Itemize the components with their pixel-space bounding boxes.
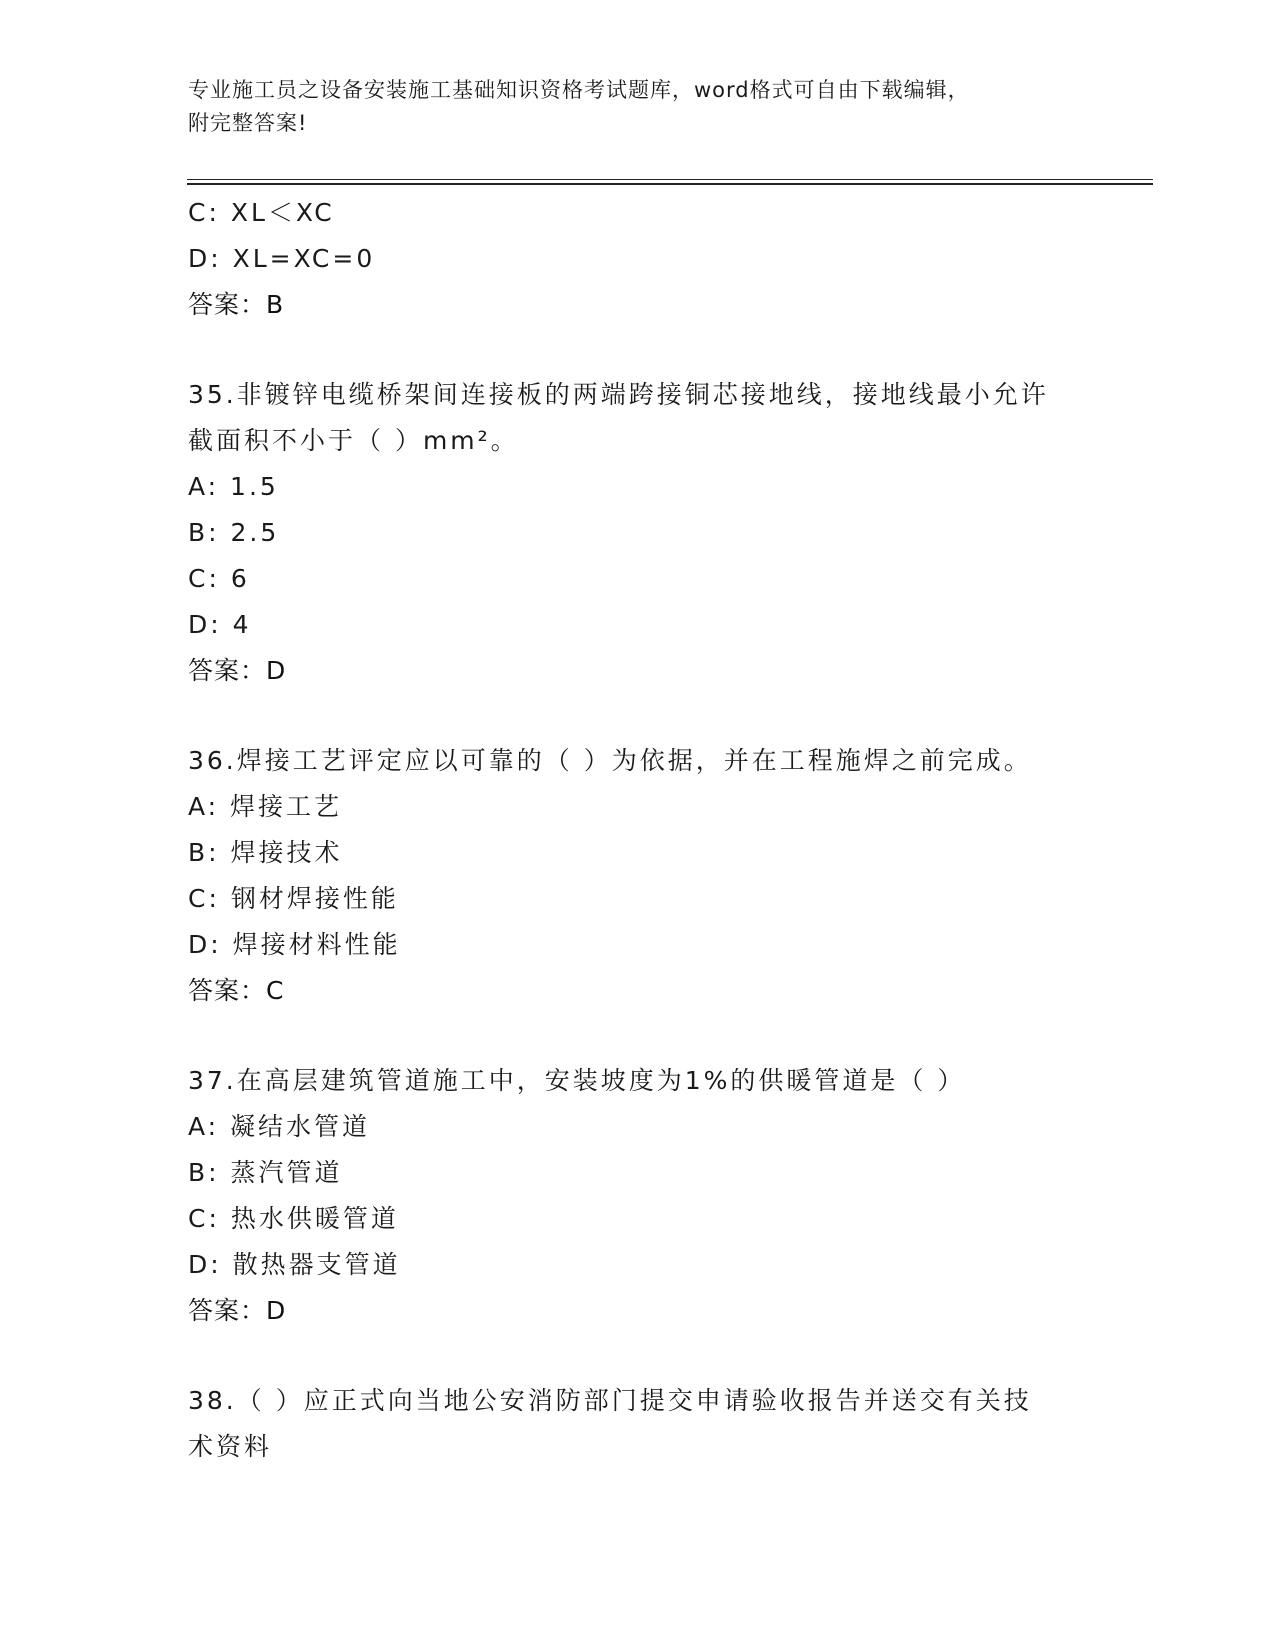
option-c: C: 钢材焊接性能 xyxy=(188,884,399,913)
question-stem: 37.在高层建筑管道施工中，安装坡度为1%的供暖管道是（ ） xyxy=(188,1066,966,1095)
question-block-34 xyxy=(188,190,1088,328)
question-block-38 xyxy=(188,1378,1088,1470)
question-stem: 36.焊接工艺评定应以可靠的（ ）为依据，并在工程施焊之前完成。 xyxy=(188,746,1032,775)
option-d: D: 4 xyxy=(188,610,252,639)
option-a: A: 焊接工艺 xyxy=(188,792,343,821)
header-title-line-1: 专业施工员之设备安装施工基础知识资格考试题库，word格式可自由下载编辑， xyxy=(188,78,970,102)
question-block-37 xyxy=(188,1058,1088,1334)
question-block-35 xyxy=(188,372,1088,694)
answer-text: 答案：B xyxy=(188,290,285,319)
option-b: B: 2.5 xyxy=(188,518,280,547)
option-c: C: 6 xyxy=(188,564,250,593)
question-block-36 xyxy=(188,738,1088,1014)
answer-text: 答案：C xyxy=(188,976,285,1005)
option-a: A: 凝结水管道 xyxy=(188,1112,371,1141)
question-stem: 35.非镀锌电缆桥架间连接板的两端跨接铜芯接地线，接地线最小允许 xyxy=(188,380,1049,409)
option-c: C: 热水供暖管道 xyxy=(188,1204,399,1233)
question-stem: 38.（ ）应正式向当地公安消防部门提交申请验收报告并送交有关技 xyxy=(188,1386,1032,1415)
option-b: B: 蒸汽管道 xyxy=(188,1158,343,1187)
answer-text: 答案：D xyxy=(188,1296,287,1325)
question-stem-continued: 截面积不小于（ ）mm²。 xyxy=(188,426,519,455)
page-header xyxy=(188,74,1088,140)
option-d: D: 散热器支管道 xyxy=(188,1250,401,1279)
question-stem-continued: 术资料 xyxy=(188,1432,273,1461)
option-c: C: XL＜XC xyxy=(188,198,335,227)
option-d: D: 焊接材料性能 xyxy=(188,930,401,959)
option-d: D: XL=XC=0 xyxy=(188,244,376,273)
header-title-line-2: 附完整答案! xyxy=(188,111,308,135)
question-list xyxy=(188,190,1088,1470)
option-a: A: 1.5 xyxy=(188,472,279,501)
option-b: B: 焊接技术 xyxy=(188,838,343,867)
answer-text: 答案：D xyxy=(188,656,287,685)
header-divider xyxy=(187,179,1153,185)
